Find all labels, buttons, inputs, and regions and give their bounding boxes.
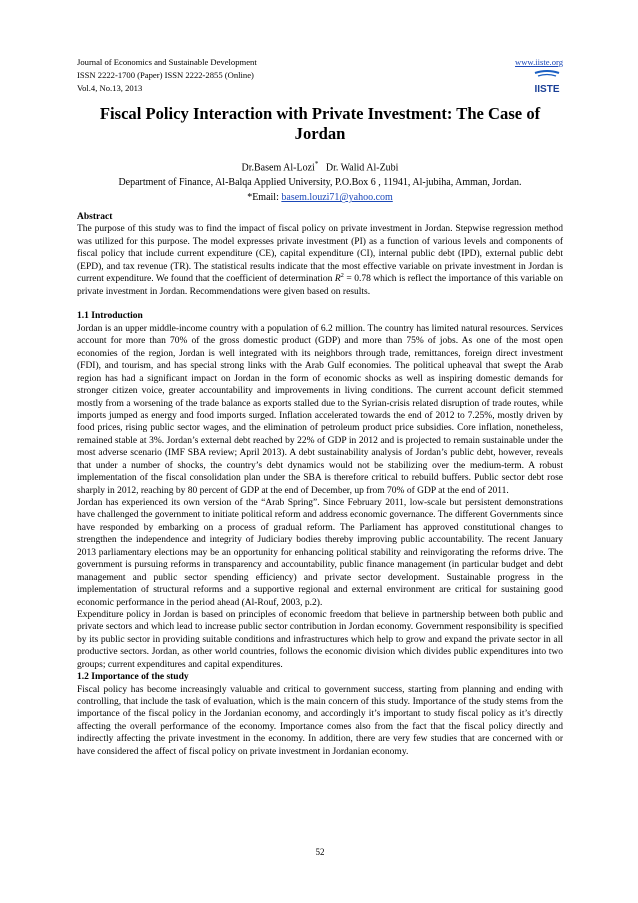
journal-header xyxy=(77,56,563,96)
affiliation: Department of Finance, Al-Balqa Applied University, P.O.Box 6 , 11941, Al-jubiha, Amman, Jordan. xyxy=(118,177,522,189)
introduction-heading: 1.1 Introduction xyxy=(77,311,143,322)
logo-text: IISTE xyxy=(534,84,560,95)
journal-info xyxy=(77,56,563,95)
corresponding-mark: * xyxy=(314,160,319,168)
author-names xyxy=(77,157,563,175)
importance-paragraph: Fiscal policy has become increasingly valuable and critical to government success, starting from planning and ending with controlling, that include the task of evaluation, which is the main concern of this study. Importance of the study stems from the importance of the fiscal policy in the Jordanian economy, and accordingly it’s important to study fiscal policy as it’s directly affecting the overall performance of the economy. Importance comes also from the fact that the fiscal policy directly and indirectly affecting the private investment in the economy. In addition, there are very few studies that are concerned with or have considered the affect of fiscal policy on private investment in Jordanian economy. xyxy=(77,684,563,757)
author-1: Dr.Basem Al-Lozi xyxy=(241,162,315,174)
introduction-paragraph-1: Jordan is an upper middle-income country with a population of 6.2 million. The country has limited natural resources. Services account for more than 70% of the gross domestic product (GDP) and more than 75% of jobs. As one of the most open economies of the region, Jordan is well integrated with its neighbors through trade, remittances, foreign direct investment (FDI), and tourism, and has special strong links with the Arab Gulf economies. The political upheaval that swept the Arab region has had a significant impact on Jordan in the form of economic shocks as well as inspiring domestic demands for stronger citizen voice, greater accountability and improvements in living conditions. The current account deficit stemmed mostly from a worsening of the trade balance as exports stalled due to the Syrian-crisis related disruption of trade routes, while imports jumped as energy and food imports surged. Inflation accelerated towards the end of 2012 to 7.25%, mostly driven by food prices, rising public sector wages, and the elimination of petroleum product price subsidies. Core inflation, nonetheless, remained stable at 3%. Jordan’s external debt reached by 22% of GDP in 2012 and is projected to remain sustainable under the most adverse scenario (IMF SBA review; April 2013). A debt sustainability analysis of Jordan’s public debt, however, reveals that under a number of shocks, the country’s debt dynamics would not be stabilizing over the medium-term. A robust implementation of the fiscal consolidation plan under the SBA is therefore critical to rebuild buffers. Public sector debt rose sharply in 2012, reaching by 80 percent of GDP at the end of December, up from 70% of GDP at the end of 2011. xyxy=(77,323,563,496)
page-number: 52 xyxy=(315,847,325,857)
importance-heading: 1.2 Importance of the study xyxy=(77,672,189,683)
paper-title: Fiscal Policy Interaction with Private Investment: The Case of Jordan xyxy=(99,104,541,143)
abstract-text-part-1: The purpose of this study was to find the impact of fiscal policy on private investment in Jordan. Stepwise regression method was utilized for this purpose. The model expresses private investment (PI) as a function of various levels and components of fiscal policy that include current expenditure (CE), capital expenditure (CI), internal public debt (IPD), external public debt (EPD), and tax revenue (TR). The statistical results indicate that the most effective variable on private investment in Jordan is current expenditure. We found that the coefficient of determination xyxy=(77,224,563,285)
introduction-paragraph-2: Jordan has experienced its own version of the “Arab Spring”. Since February 2011, low-scale but persistent demonstrations have challenged the government to initiate political reform and address economic governance. The different Governments since have responded by embarking on a process of gradual reform. The Parliament has approved constitutional changes to strengthen the independence and integrity of Judiciary bodies thereby improving public accountability. The recent January 2013 parliamentary elections may be an opportunity for enhancing political stability and reinvigorating the reforms drive. The government is pursuing reforms in transparency and accountability, public finance management (in particular budget and debt management and public sector spending efficiency) and private sector development. Sustainable progress in the implementation of structural reforms and a supportive regional and external environment are critical for sustaining good economic performance in the period ahead (Al-Rouf, 2003, p.2). xyxy=(77,498,563,608)
journal-url-link[interactable]: www.iiste.org xyxy=(515,57,563,67)
email-line xyxy=(77,190,563,205)
r-squared-exponent: 2 xyxy=(340,272,344,280)
r-squared-symbol: R xyxy=(334,274,341,285)
journal-name: Journal of Economics and Sustainable Development xyxy=(77,57,257,67)
journal-volume: Vol.4, No.13, 2013 xyxy=(77,83,143,93)
introduction-paragraph-3: Expenditure policy in Jordan is based on principles of economic freedom that believe in partnership between both public and private sectors and which lead to increase public sector contribution in Jordan economy. Government responsibility is specified by its public sector in providing suitable conditions and infrastructures which help to grow and expand the private sector in all productive sectors. Jordan, as other world countries, follows the economic division which divides public expenditures into two groups; current expenditures and capital expenditures. xyxy=(77,609,563,670)
abstract-text xyxy=(77,223,563,298)
journal-issn: ISSN 2222-1700 (Paper) ISSN 2222-2855 (Online) xyxy=(77,70,254,80)
abstract-text-part-2: = 0.78 which is reflect the importance of this variable on private investment in Jordan. Recommendations were given based on results. xyxy=(77,274,563,297)
iiste-logo xyxy=(531,70,563,96)
email-label: *Email: xyxy=(247,192,282,204)
section-gap xyxy=(77,298,563,310)
author-2: Dr. Walid Al-Zubi xyxy=(325,162,399,174)
abstract-heading: Abstract xyxy=(77,212,113,222)
paper-body xyxy=(77,211,563,758)
author-block xyxy=(77,157,563,205)
email-link[interactable]: basem.louzi71@yahoo.com xyxy=(281,192,393,204)
